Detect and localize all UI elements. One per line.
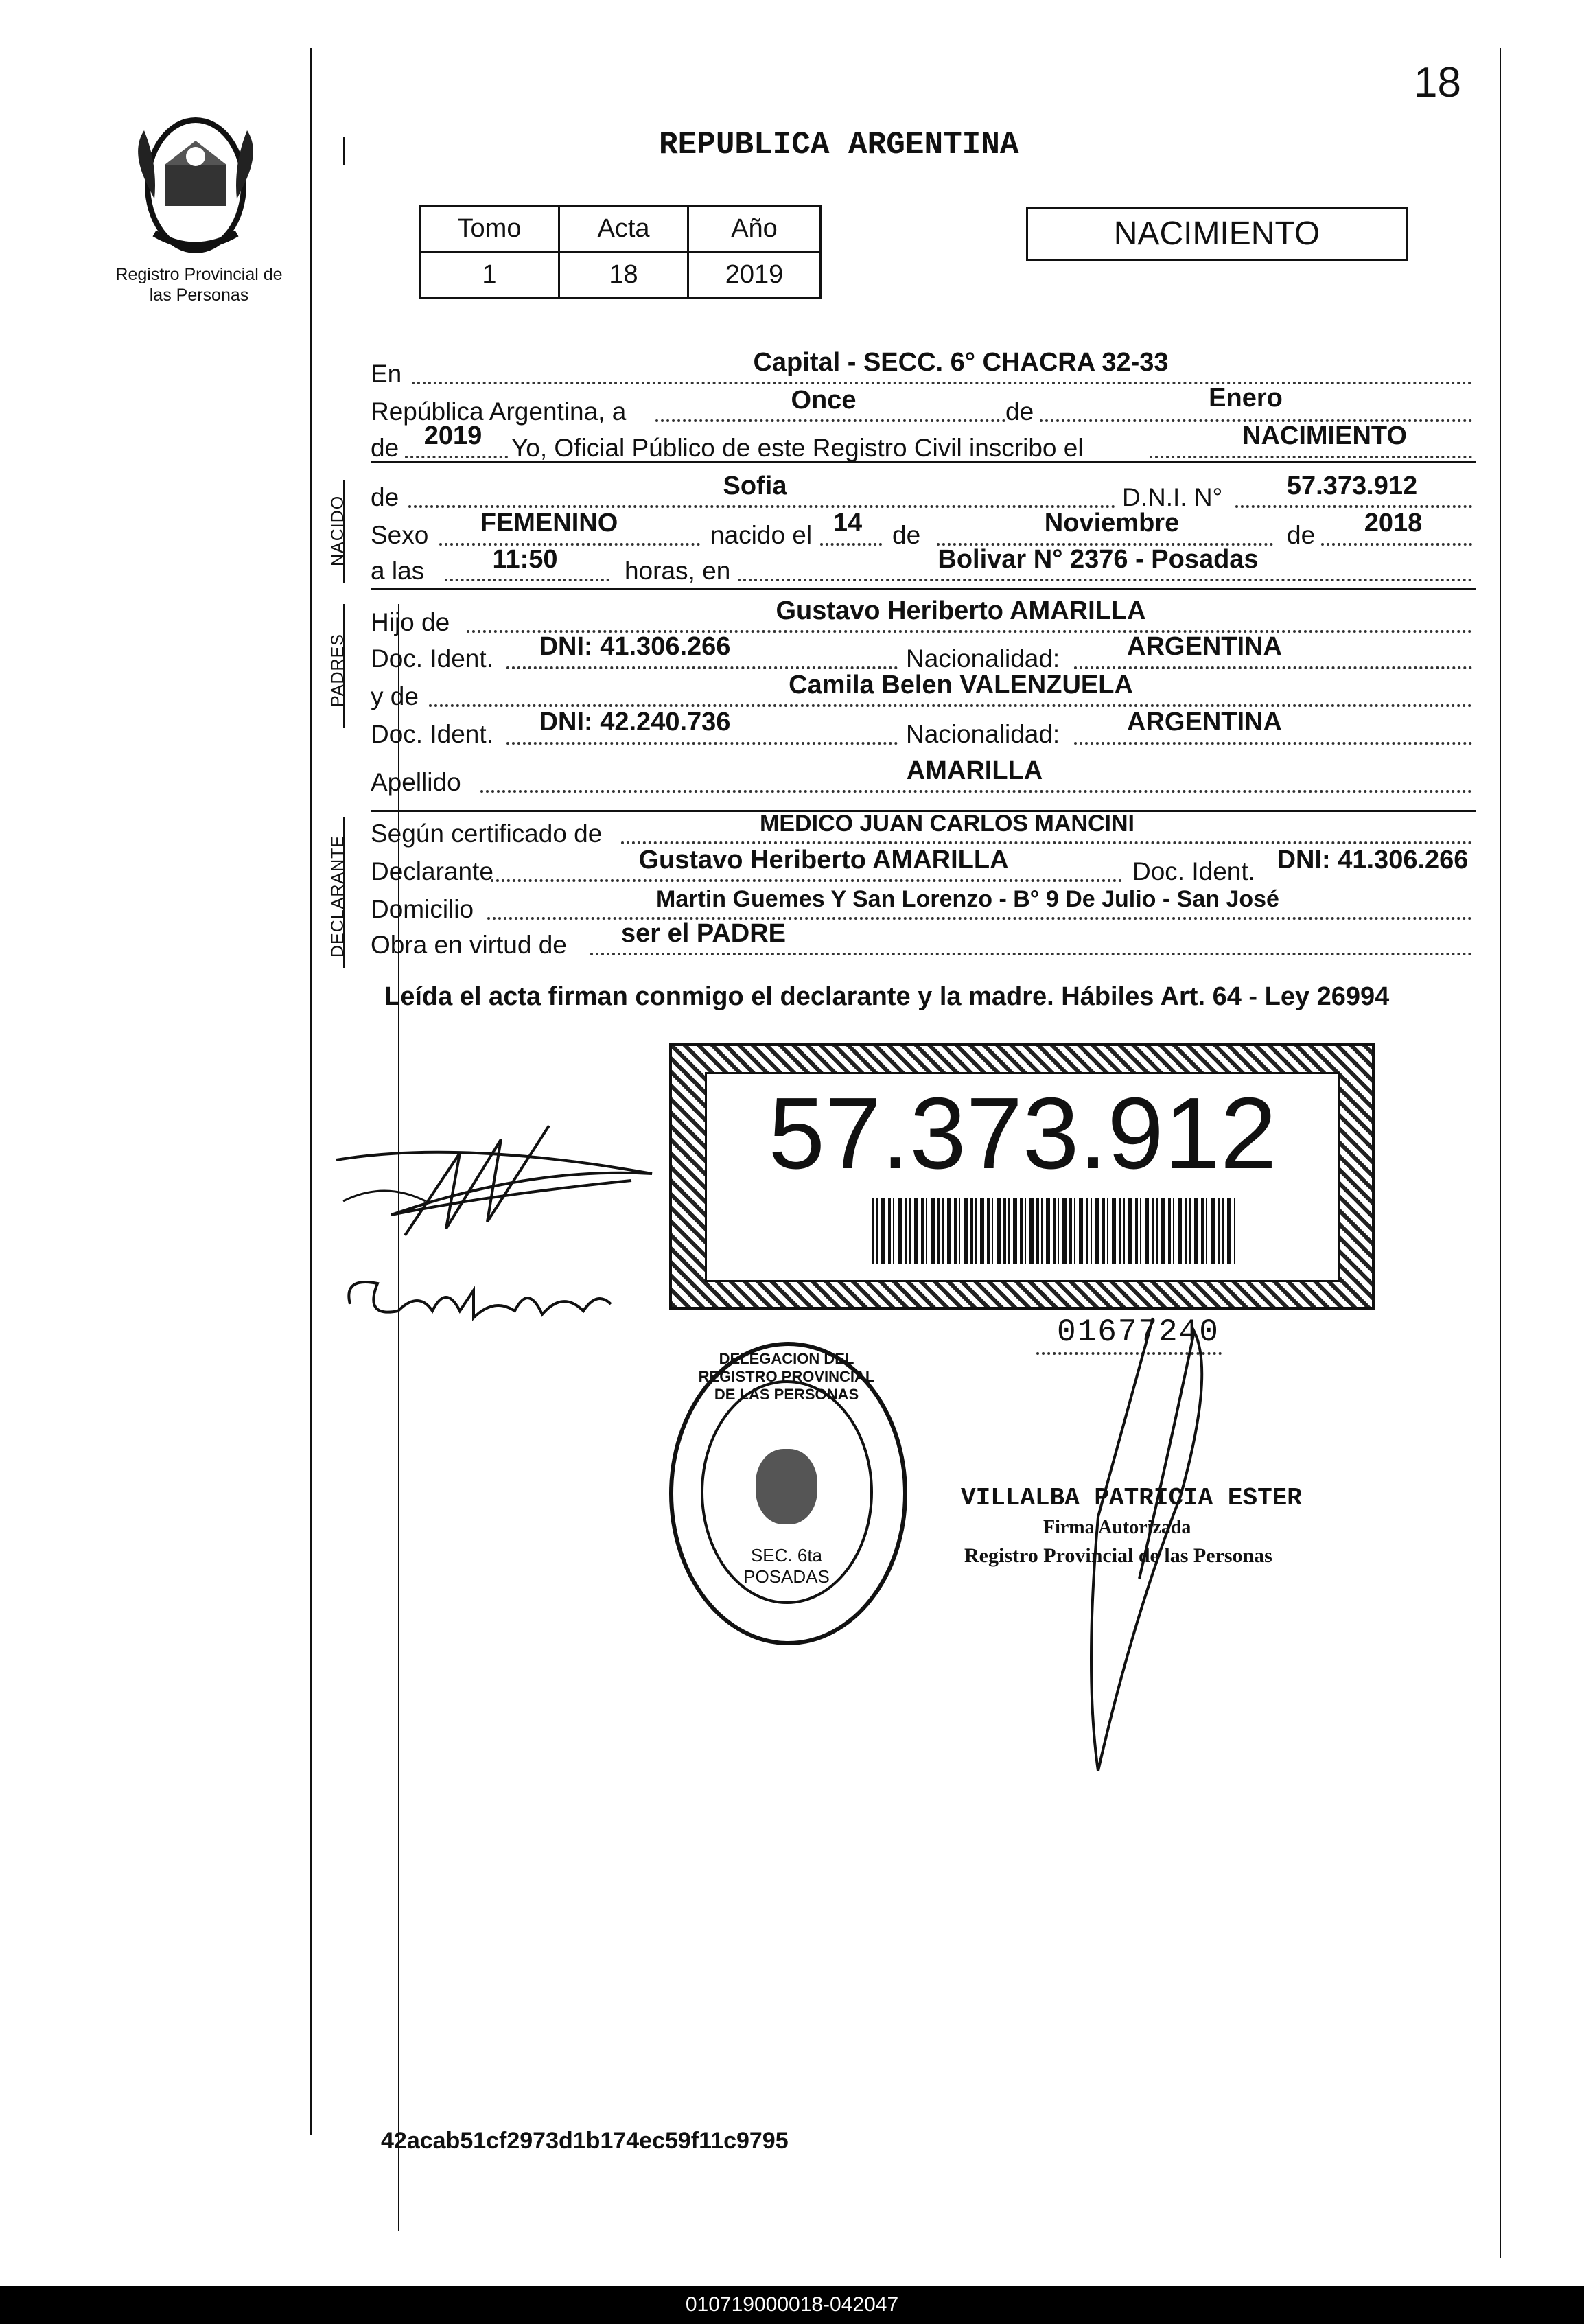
left-margin-line [310, 48, 312, 2135]
footer-code: 010719000018-042047 [685, 2293, 899, 2316]
dots-nac-madre [1074, 742, 1472, 745]
logo-caption: Registro Provincial de las Personas [115, 265, 283, 305]
side-label-padres: PADRES [328, 634, 347, 707]
dots-event [1150, 456, 1472, 458]
document-hash: 42acab51cf2973d1b174ec59f11c9795 [381, 2128, 789, 2154]
table-value-tomo: 1 [420, 252, 559, 298]
label-nombre: de [371, 483, 399, 511]
label-inscribo: Yo, Oficial Público de este Registro Civil inscribo el [511, 434, 1084, 462]
value-declarante: Gustavo Heriberto AMARILLA [638, 846, 1009, 874]
official-seal [669, 1342, 907, 1645]
dots-birth-day [820, 543, 882, 546]
table-header-acta: Acta [559, 206, 688, 252]
dots-republica-1 [655, 419, 1005, 422]
dots-madre [429, 704, 1472, 707]
label-doc-declarante: Doc. Ident. [1132, 857, 1255, 885]
record-type: NACIMIENTO [1113, 216, 1320, 252]
value-birth-year: 2018 [1364, 509, 1423, 537]
value-nac-padre: ARGENTINA [1127, 632, 1282, 661]
dots-apellido [480, 790, 1472, 793]
official-name: VILLALBA PATRICIA ESTER [961, 1484, 1302, 1512]
label-de-year: de [371, 434, 399, 462]
id-sticker-inner [705, 1072, 1340, 1282]
table-value-acta: 18 [559, 252, 688, 298]
label-nacido-el: nacido el [710, 521, 813, 549]
label-domicilio: Domicilio [371, 895, 474, 923]
table-header-tomo: Tomo [420, 206, 559, 252]
seal-center-emblem [756, 1449, 817, 1524]
right-margin-line [1500, 48, 1501, 2258]
value-obra: ser el PADRE [620, 919, 787, 948]
seal-inner-text: SEC. 6ta POSADAS [743, 1545, 830, 1587]
label-de-1: de [892, 521, 921, 549]
barcode [872, 1198, 1235, 1264]
value-madre: Camila Belen VALENZUELA [789, 671, 1133, 699]
id-sticker [669, 1043, 1375, 1310]
dots-year [405, 456, 508, 458]
seal-text: DELEGACION DEL REGISTRO PROVINCIAL DE LAS PERSONAS [698, 1350, 875, 1403]
value-padre: Gustavo Heriberto AMARILLA [776, 596, 1146, 625]
dots-doc-padre [506, 666, 898, 669]
label-de-2: de [1287, 521, 1316, 549]
value-doc-padre: DNI: 41.306.266 [539, 632, 731, 661]
value-hora: 11:50 [492, 545, 558, 574]
province-logo [117, 110, 275, 261]
label-declarante: Declarante [371, 857, 493, 885]
dots-nombre [408, 505, 1115, 508]
inner-vertical-rule [398, 604, 399, 2231]
value-event: NACIMIENTO [1242, 421, 1407, 450]
label-a-las: a las [371, 557, 425, 585]
table-header-anio: Año [688, 206, 821, 252]
value-dni: 57.373.912 [1286, 472, 1418, 500]
value-doc-declarante: DNI: 41.306.266 [1277, 846, 1469, 874]
record-table [419, 205, 822, 299]
dots-certificado [621, 841, 1472, 844]
closing-text: Leída el acta firman conmigo el declarante y la madre. Hábiles Art. 64 - Ley 26994 [384, 982, 1390, 1011]
label-horas-en: horas, en [625, 557, 731, 585]
mother-signature [336, 1263, 625, 1338]
value-day: Once [791, 386, 857, 415]
dots-place [738, 579, 1472, 581]
dots-doc-madre [506, 742, 898, 745]
dots-obra [590, 953, 1472, 955]
value-birth-month: Noviembre [1044, 509, 1180, 537]
label-en: En [371, 360, 402, 388]
dots-hora [445, 579, 609, 581]
side-label-nacido: NACIDO [328, 495, 347, 566]
value-certificado: MEDICO JUAN CARLOS MANCINI [760, 811, 1134, 837]
value-birth-day: 14 [832, 509, 863, 537]
label-nac-padre: Nacionalidad: [906, 644, 1060, 673]
page-number: 18 [1414, 59, 1461, 106]
value-nombre: Sofia [723, 472, 787, 500]
document-title: REPUBLICA ARGENTINA [659, 127, 1019, 163]
label-dni: D.N.I. N° [1122, 483, 1223, 511]
official-role: Firma Autorizada [1043, 1517, 1191, 1538]
inner-margin-line [343, 137, 345, 165]
value-en: Capital - SECC. 6° CHACRA 32-33 [753, 348, 1169, 377]
label-hijo-de: Hijo de [371, 608, 450, 636]
value-doc-madre: DNI: 42.240.736 [539, 708, 731, 736]
label-nac-madre: Nacionalidad: [906, 720, 1060, 748]
side-label-declarante: DECLARANTE [328, 835, 347, 957]
label-certificado: Según certificado de [371, 820, 603, 848]
dots-birth-year [1321, 543, 1472, 546]
label-doc-madre: Doc. Ident. [371, 720, 493, 748]
label-doc-padre: Doc. Ident. [371, 644, 493, 673]
label-y-de: y de [371, 682, 419, 710]
label-obra: Obra en virtud de [371, 931, 567, 959]
dots-dni [1235, 505, 1472, 508]
official-office: Registro Provincial de las Personas [964, 1544, 1272, 1567]
label-apellido: Apellido [371, 768, 461, 796]
value-nac-madre: ARGENTINA [1127, 708, 1282, 736]
label-republica: República Argentina, a [371, 397, 627, 426]
serial-number: 01677240 [1057, 1314, 1220, 1350]
record-type-box [1026, 207, 1408, 261]
value-sexo: FEMENINO [480, 509, 618, 537]
divider-2 [371, 588, 1476, 590]
value-place: Bolivar N° 2376 - Posadas [937, 545, 1259, 574]
label-sexo: Sexo [371, 521, 429, 549]
label-de-month: de [1005, 397, 1034, 426]
footer-bar [0, 2286, 1584, 2324]
dots-nac-padre [1074, 666, 1472, 669]
dots-declarante [491, 879, 1122, 882]
id-sticker-number: 57.373.912 [768, 1077, 1277, 1190]
value-domicilio: Martin Guemes Y San Lorenzo - B° 9 De Julio - San José [656, 886, 1279, 912]
table-value-anio: 2019 [688, 252, 821, 298]
value-month: Enero [1209, 384, 1283, 412]
value-year: 2019 [423, 421, 482, 450]
value-apellido: AMARILLA [906, 756, 1043, 785]
